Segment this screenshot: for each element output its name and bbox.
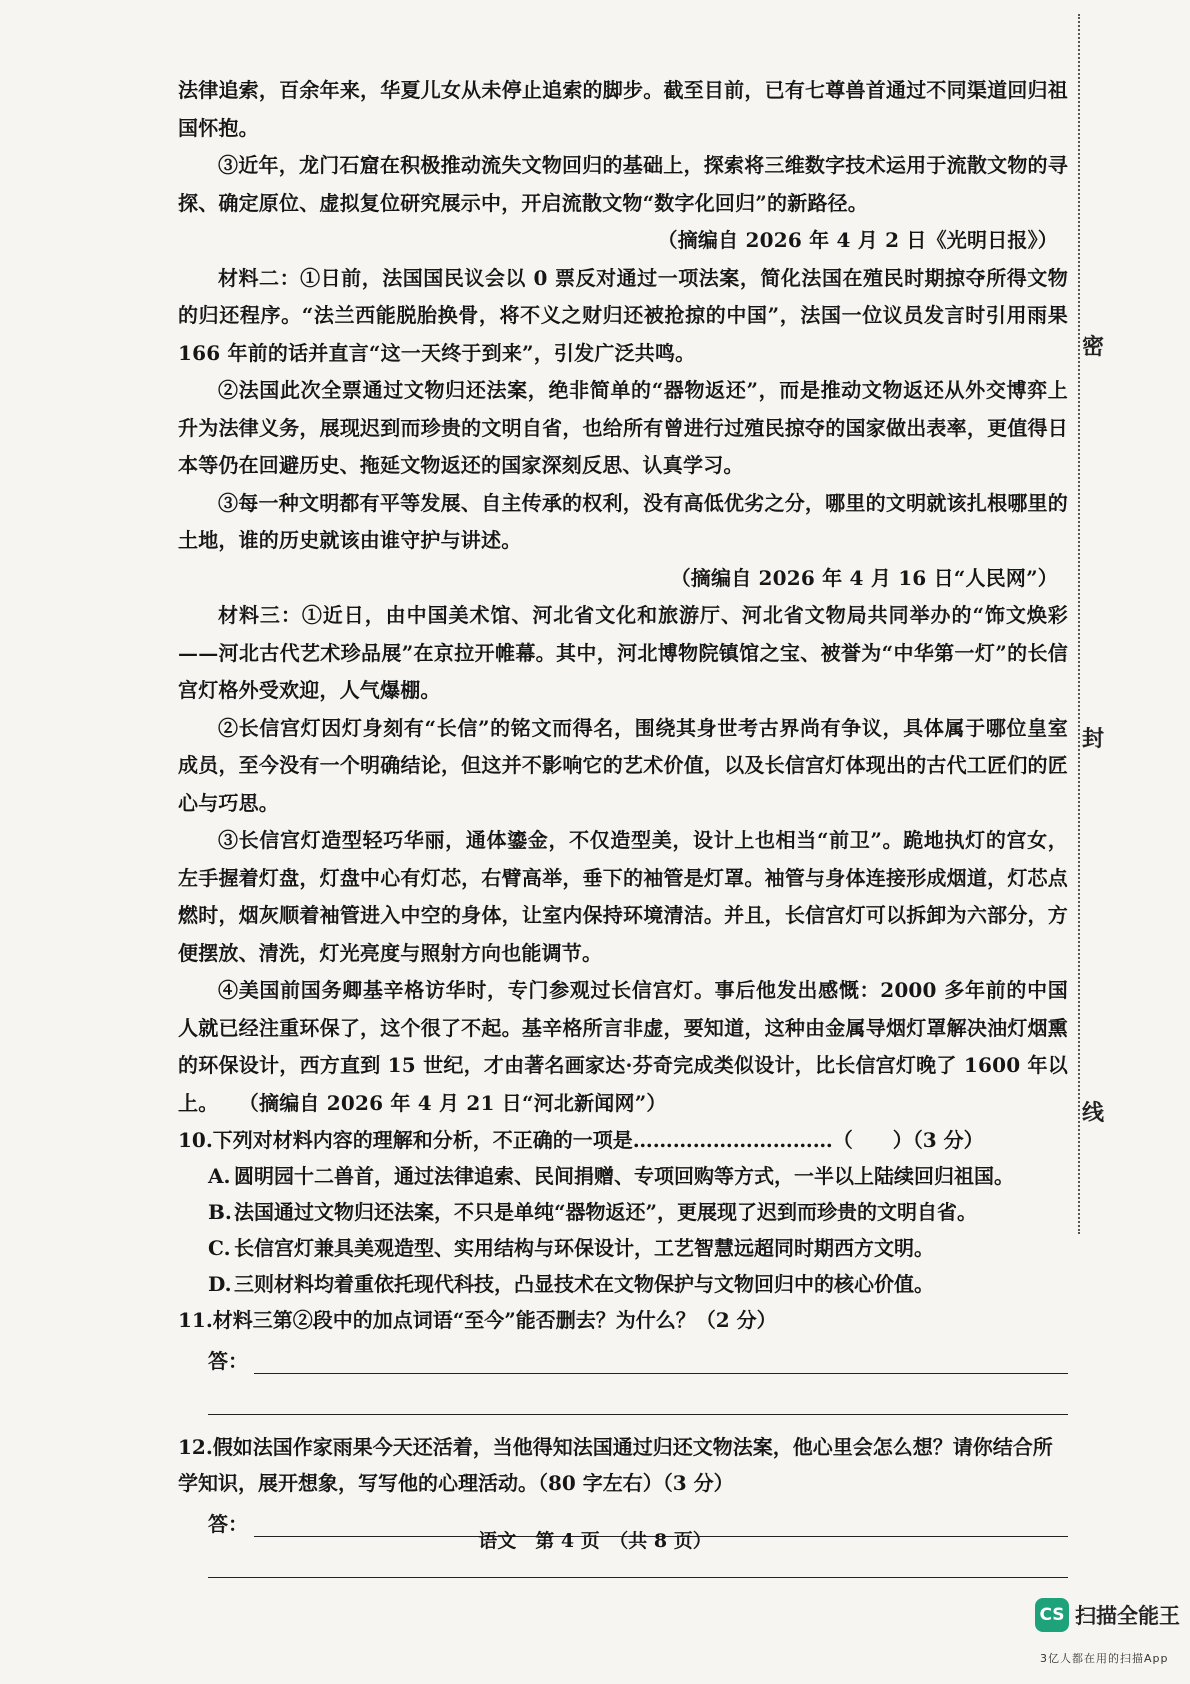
question-10-option-c [178,1230,1068,1266]
side-char-feng: 封 [1082,722,1104,753]
paragraph: ③每一种文明都有平等发展、自主传承的权利，没有高低优劣之分，哪里的文明就该扎根哪里的土地，谁的历史就该由谁守护与讲述。 [178,490,1068,552]
page-footer: 语文 第 4 页 （共 8 页） [478,1530,712,1552]
paragraph: ②法国此次全票通过文物归还法案，绝非简单的“器物返还”，而是推动文物返还从外交博弈上升为法律义务，展现迟到而珍贵的文明自省，也给所有曾进行过殖民掠夺的国家做出表率，更值得日本等仍在回避历史、拖延文物返还的国家深刻反思、认真学习。 [178,378,1068,477]
question-11-stem: 11.材料三第②段中的加点词语“至今”能否删去？为什么？（2 分） [178,1308,777,1332]
question-11-answer-line[interactable] [208,1338,1068,1374]
paragraph: ②长信宫灯因灯身刻有“长信”的铭文而得名，围绕其身世考古界尚有争议，具体属于哪位皇室成员，至今没有一个明确结论，但这并不影响它的艺术价值，以及长信宫灯体现出的古代工匠们的匠心与巧思。 [178,715,1068,815]
cs-logo-icon: CS [1035,1598,1069,1632]
answer-label: 答： [208,1512,248,1536]
exam-page-content [178,72,1068,1578]
paragraph: 材料三：①近日，由中国美术馆、河北省文化和旅游厅、河北省文物局共同举办的“饰文焕彩——河北古代艺术珍品展”在京拉开帷幕。其中，河北博物院镇馆之宝、被誉为“中华第一灯”的长信宫灯格外受欢迎，人气爆棚。 [178,603,1068,702]
scanner-slogan: 3亿人都在用的扫描App [1040,1652,1169,1665]
side-char-xian: 线 [1082,1096,1104,1127]
scanner-watermark [1035,1598,1180,1632]
paragraph: ③长信宫灯造型轻巧华丽，通体鎏金，不仅造型美，设计上也相当“前卫”。跪地执灯的宫女，左手握着灯盘，灯盘中心有灯芯，右臂高举，垂下的袖管是灯罩。袖管与身体连接形成烟道，灯芯点燃时，烟灰顺着袖管进入中空的身体，让室内保持环境清洁。并且，长信宫灯可以拆卸为六部分，方便摆放、清洗，灯光亮度与照射方向也能调节。 [178,828,1068,965]
paragraph: ③近年，龙门石窟在积极推动流失文物回归的基础上，探索将三维数字技术运用于流散文物的寻探、确定原位、虚拟复位研究展示中，开启流散文物“数字化回归”的新路径。 [178,153,1068,215]
option-text: 三则材料均着重依托现代科技，凸显技术在文物保护与文物回归中的核心价值。 [234,1272,934,1296]
question-10-option-d [178,1266,1068,1302]
question-11-answer-line-2[interactable] [208,1386,1068,1415]
option-label: A. [208,1164,231,1188]
paragraph: 法律追索，百余年来，华夏儿女从未停止追索的脚步。截至目前，已有七尊兽首通过不同渠道回归祖国怀抱。 [178,78,1068,140]
option-label: C. [208,1236,231,1260]
answer-label: 答： [208,1349,248,1373]
scanner-brand: 扫描全能王 [1075,1604,1180,1628]
option-text: 法国通过文物归还法案，不只是单纯“器物返还”，更展现了迟到而珍贵的文明自省。 [234,1200,978,1224]
paragraph: ④美国前国务卿基辛格访华时，专门参观过长信宫灯。事后他发出感慨：2000 多年前的中国人就已经注重环保了，这个很了不起。基辛格所言非虚，要知道，这种由金属导烟灯罩解决油灯烟熏的环保设计，西方直到 15 世纪，才由著名画家达·芬奇完成类似设计，比长信宫灯晚了 1600 年以上。 （摘编自 2026 年 4 月 21 日“河北新闻网”） [178,978,1068,1115]
option-label: D. [208,1272,232,1296]
paragraph: 材料二：①日前，法国国民议会以 0 票反对通过一项法案，简化法国在殖民时期掠夺所得文物的归还程序。“法兰西能脱胎换骨，将不义之财归还被抢掠的中国”，法国一位议员发言时引用雨果 166 年前的话并直言“这一天终于到来”，引发广泛共鸣。 [178,265,1068,365]
seal-dotted-line [1078,14,1080,1234]
option-label: B. [208,1200,232,1224]
answer-rule [254,1349,1068,1374]
question-12-stem: 12.假如法国作家雨果今天还活着，当他得知法国通过归还文物法案，他心里会怎么想？请你结合所学知识，展开想象，写写他的心理活动。（80 字左右）（3 分） [178,1435,1053,1495]
question-10-stem: 10.下列对材料内容的理解和分析，不正确的一项是…………………………（ ）（3 分） [178,1128,984,1152]
side-char-mi: 密 [1082,330,1104,361]
question-10-option-a [178,1158,1068,1194]
source-citation: （摘编自 2026 年 4 月 2 日《光明日报》） [657,228,1058,252]
option-text: 圆明园十二兽首，通过法律追索、民间捐赠、专项回购等方式，一半以上陆续回归祖国。 [234,1164,1014,1188]
option-text: 长信宫灯兼具美观造型、实用结构与环保设计，工艺智慧远超同时期西方文明。 [234,1236,934,1260]
source-citation: （摘编自 2026 年 4 月 16 日“人民网”） [670,565,1058,590]
question-10-option-b [178,1194,1068,1230]
question-12-answer-line-2[interactable] [208,1549,1068,1578]
